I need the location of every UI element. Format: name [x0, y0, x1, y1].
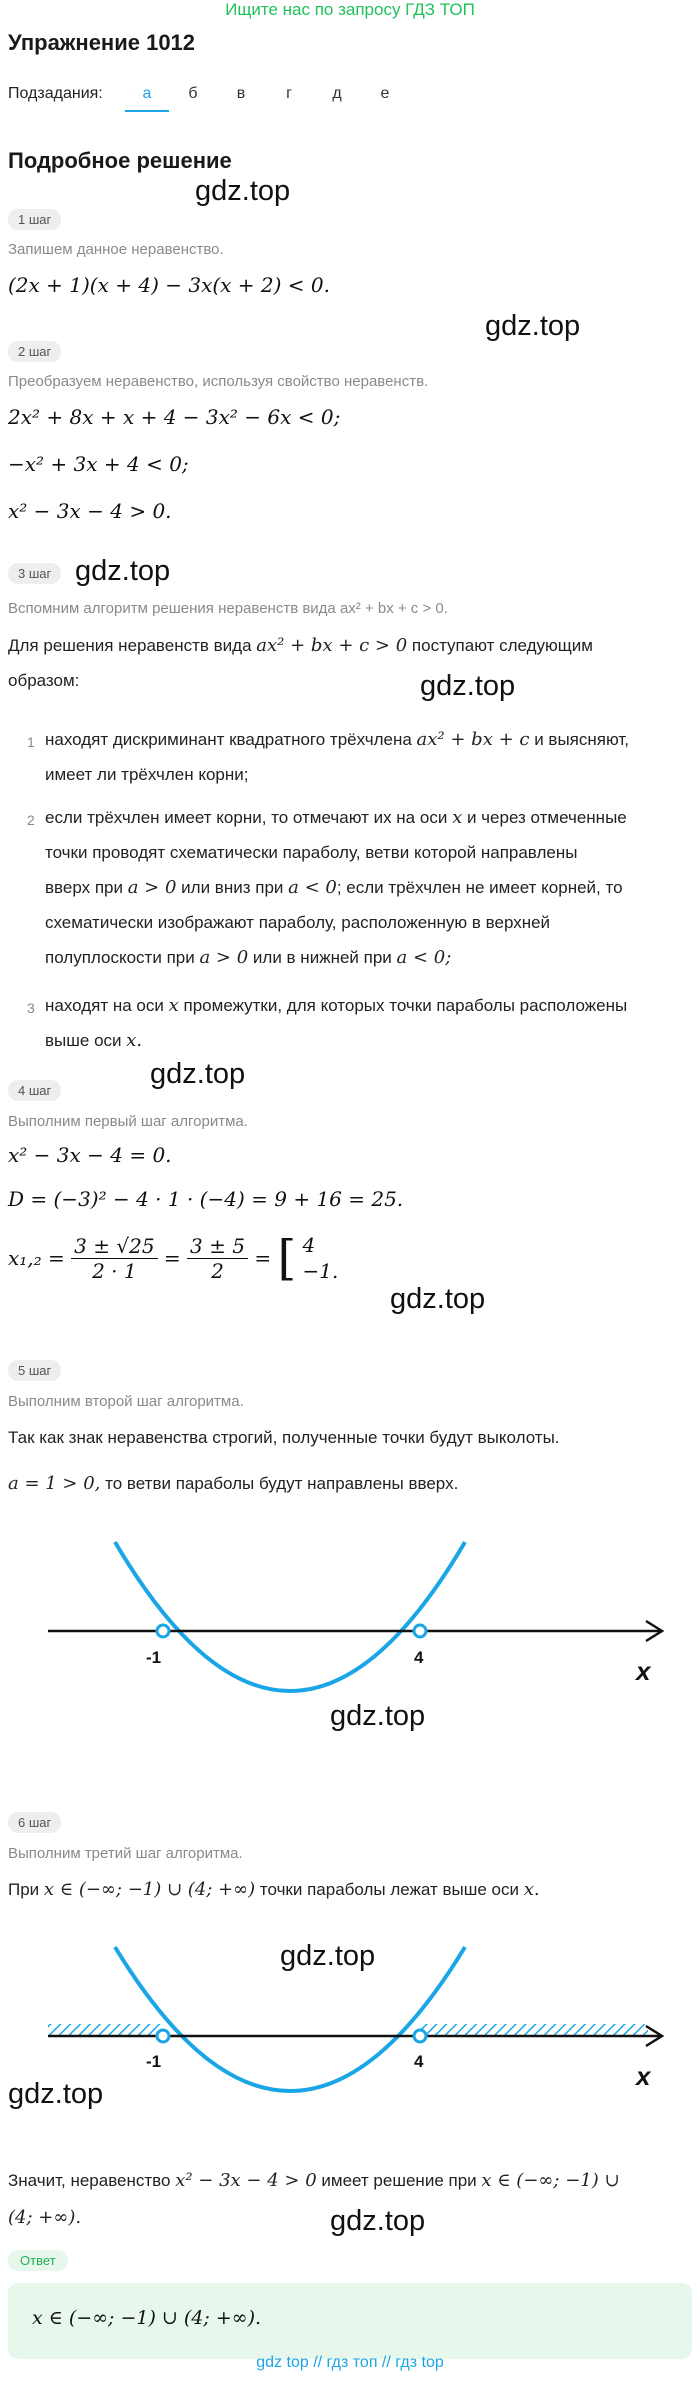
root-point-right	[414, 2030, 426, 2042]
watermark: gdz.top	[150, 1058, 246, 1090]
equation: −x² + 3x + 4 < 0;	[8, 452, 189, 476]
promo-banner: Ищите нас по запросу ГДЗ ТОП	[225, 0, 475, 19]
list-item: схематически изображают параболу, расположенную в верхней	[45, 913, 551, 932]
root-point-right	[414, 1625, 426, 1637]
tab-b[interactable]: б	[188, 85, 198, 102]
step-badge: 6 шаг	[8, 1812, 61, 1833]
step-hint: Запишем данное неравенство.	[8, 241, 224, 258]
step-hint: Преобразуем неравенство, используя свойство неравенств.	[8, 373, 429, 390]
conclusion: Значит, неравенство x² − 3x − 4 > 0 имеет решение при x ∈ (−∞; −1) ∪	[8, 2170, 620, 2191]
list-item: находят на оси x промежутки, для которых точки параболы расположены	[45, 995, 628, 1016]
roots-formula: x₁,₂ = $\frac{3 \pm √25}{2 \cdot 1}$ = $\frac{3 \pm 5}{2}$ = [ 4 −1.	[8, 1230, 339, 1286]
label-right: 4	[414, 1648, 424, 1667]
paragraph: Для решения неравенств вида ax² + bx + c > 0 поступают следующим	[8, 635, 593, 656]
list-item: имеет ли трёхчлен корни;	[45, 765, 249, 784]
equation: D = (−3)² − 4 · 1 · (−4) = 9 + 16 = 25.	[8, 1187, 404, 1211]
list-item: вверх при a > 0 или вниз при a < 0; если трёхчлен не имеет корней, то	[45, 877, 623, 898]
tab-a[interactable]: а	[125, 78, 169, 112]
step-hint: Выполним первый шаг алгоритма.	[8, 1113, 248, 1130]
answer-badge: Ответ	[8, 2250, 68, 2271]
list-number: 3	[27, 1000, 35, 1016]
paragraph: образом:	[8, 671, 80, 690]
tab-g[interactable]: г	[286, 85, 292, 102]
hatch-left	[48, 2024, 163, 2036]
paragraph: Так как знак неравенства строгий, полученные точки будут выколоты.	[8, 1428, 560, 1447]
step-badge: 3 шаг	[8, 563, 61, 584]
watermark: gdz.top	[390, 1283, 486, 1315]
equation: x² − 3x − 4 = 0.	[8, 1143, 172, 1167]
watermark: gdz.top	[330, 2205, 426, 2237]
label-left: -1	[146, 2052, 162, 2071]
watermark: gdz.top	[8, 2078, 104, 2110]
step-badge: 5 шаг	[8, 1360, 61, 1381]
conclusion-cont: (4; +∞).	[8, 2207, 82, 2228]
page-title: Упражнение 1012	[8, 30, 196, 55]
tab-d[interactable]: д	[332, 85, 342, 102]
list-number: 2	[27, 812, 35, 828]
watermark: gdz.top	[485, 310, 581, 342]
equation: x² − 3x − 4 > 0.	[8, 499, 172, 523]
paragraph: a = 1 > 0, то ветви параболы будут направлены вверх.	[8, 1473, 459, 1494]
watermark: gdz.top	[280, 1940, 376, 1972]
list-item: выше оси x.	[45, 1030, 143, 1051]
subtask-tabs	[125, 78, 409, 112]
watermark: gdz.top	[195, 175, 291, 207]
label-right: 4	[414, 2052, 424, 2071]
list-item: находят дискриминант квадратного трёхчлена ax² + bx + c и выясняют,	[45, 729, 629, 750]
step-badge: 4 шаг	[8, 1080, 61, 1101]
hatch-right	[420, 2024, 648, 2036]
list-item: точки проводят схематически параболу, ветви которой направлены	[45, 843, 578, 862]
step-badge: 1 шаг	[8, 209, 61, 230]
label-left: -1	[146, 1648, 162, 1667]
parabola-graph-2	[0, 1935, 700, 2135]
list-item: если трёхчлен имеет корни, то отмечают их на оси x и через отмеченные	[45, 807, 627, 828]
subtasks-label: Подзадания:	[8, 85, 103, 102]
footer-links[interactable]: gdz top // гдз топ // гдз top	[256, 2354, 444, 2371]
watermark: gdz.top	[330, 1700, 426, 1732]
equation: 2x² + 8x + x + 4 − 3x² − 6x < 0;	[8, 405, 341, 429]
parabola-graph-1	[0, 1500, 700, 1720]
step-hint: Выполним третий шаг алгоритма.	[8, 1845, 243, 1862]
answer-text: x ∈ (−∞; −1) ∪ (4; +∞).	[32, 2307, 262, 2329]
root-point-left	[157, 2030, 169, 2042]
watermark: gdz.top	[75, 555, 171, 587]
axis-label: x	[636, 1656, 651, 1686]
section-title: Подробное решение	[8, 148, 232, 173]
list-item: полуплоскости при a > 0 или в нижней при a < 0;	[45, 947, 452, 968]
parabola	[115, 1947, 465, 2091]
list-number: 1	[27, 734, 35, 750]
step-hint: Вспомним алгоритм решения неравенств вида ax² + bx + c > 0.	[8, 600, 448, 617]
tab-v[interactable]: в	[236, 85, 246, 102]
root-point-left	[157, 1625, 169, 1637]
tab-e[interactable]: е	[380, 85, 390, 102]
parabola	[115, 1542, 465, 1691]
step-hint: Выполним второй шаг алгоритма.	[8, 1393, 244, 1410]
step-badge: 2 шаг	[8, 341, 61, 362]
axis-label: x	[636, 2061, 651, 2091]
equation: (2x + 1)(x + 4) − 3x(x + 2) < 0.	[8, 273, 331, 297]
paragraph: При x ∈ (−∞; −1) ∪ (4; +∞) точки параболы лежат выше оси x.	[8, 1879, 540, 1900]
watermark: gdz.top	[420, 670, 516, 702]
